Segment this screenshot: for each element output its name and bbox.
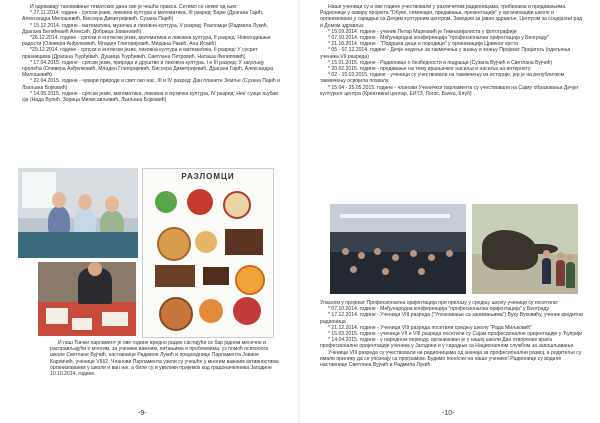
paragraph: Наши ученици су и ове године учествовали у различитим радионицама, трибинама и предавањима. Радионице у оквиру пројекта "Обуке, семинари, предавања, презентације" у организацији школе и организовани у сарадњи са Дечјим културним центром, Заводом за јавно здравље, Центром за социјални рад и Домом здравља: <box>320 4 583 29</box>
paragraph: * 14.05.2015. године - српски језик, математика, ликовна и музичка култура, IV разред: Нек' сунце љубав сја (Нада Вулић, Зорица Милисављевић, Љиљана Бојковић) <box>22 90 278 104</box>
left-page-top-text <box>22 4 284 103</box>
paragraph: * 15.04 - 25.05.2015. године - чланови Ученичког парламента су учествовали на Сајму образовања Дечјег културног центра (Креативни центар, ЕИТЗ, Логос, Бачка, Клуб) <box>320 84 579 97</box>
right-page-bottom-text <box>320 300 584 368</box>
paragraph: * 05 - 07.12.2014. године - Дечје недеље за такмичења у знању и знању Пројекат Пријатељ (одељења ученика VII разреда) <box>320 47 571 60</box>
paragraph: Ученици VIII разреда су учествовали на радионицама од значаја за професионални развој, а родитељи су имали прилику да се упознају са програмом. Будимо поносни на наше ученике! Радионице су водиле наставнице Светлана Вујчић и Радмила Лукић. <box>320 349 582 369</box>
paragraph: * 17.12.2014. године - Ученици VIII разреда ("Упознавање са занимањима") Вуку Вуковићу, ученик кредитни радионица <box>320 312 583 325</box>
paragraph: * 21.10.2014. године - "Подршка деци и породици" у организацији Црвеног крста <box>328 41 518 48</box>
paragraph: * 15.03.2015. године - ученици VII и VIII разреда посетили су Сајам професионалне оријентације у Ћуприји <box>328 331 583 338</box>
paragraph: * 07.10.2014. године - Међународна конференција "професионална оријентација" у Београду <box>328 306 550 313</box>
student-activity-photo <box>38 262 136 336</box>
paragraph: * 15.01.2015. године - Радионице о безбедности и подршци (Сузана Вујчић и Светлана Вујчић) <box>328 59 553 66</box>
dinosaur-exhibit-photo <box>472 204 578 294</box>
left-page <box>0 0 296 423</box>
right-page <box>302 0 600 423</box>
classroom-photo <box>18 168 138 258</box>
right-page-top-text <box>320 4 584 97</box>
paragraph: * 20.02.2015. године - предавање на тему вршњачког насиља и насиља на интернету <box>328 66 531 73</box>
page-number: -9- <box>138 410 147 417</box>
paragraph: * 15.12.2014. године - математика, музичка и ликовна култура, V разред: Разломци (Радмила Лукић, Драгана Белићевић Алексић, Добрица Јовановић) <box>22 22 268 35</box>
paragraph: * 15.09.2014. године - ученик Петар Марковић је Гимназијалиста у фотографији <box>328 28 517 35</box>
left-page-bottom-text <box>50 340 280 377</box>
paragraph: *29.12.2014. године - српски и енглески језик, ликовна култура и математика, II разред: У сусрет празницима (Драгана Ђурђевић, Душица Ђурђевић, Светлана Петровић, Наташа Филиповић) <box>22 47 258 60</box>
paragraph: * 17.04.2015. године - српски језик, природа и друштво и ликовна култура, I и III разред: У загрљају пролећа (Оливера Анђелковић, Младен Глигоријевић, Биссера Димитријевић, Драгана Гајић, Александра Милошевић) <box>22 59 274 79</box>
paragraph: Уласком у пројекат Професионална оријентација при прелазу у средњу школу ученици су посетили: <box>320 300 559 306</box>
paragraph: И одржавају тановавање тематских дана све је чешћа пракса. Сетимо се неких од њих: <box>30 4 238 10</box>
assembly-hall-photo <box>330 204 466 294</box>
fractions-poster <box>142 168 274 338</box>
paragraph: * 27.11.2014. године - српски језик, ликовна култура и математика, III разред: Бајке (Драгана Гајић, Александра Милошевић, Биссера Димитријевић, Сузана Пајић) <box>22 10 264 23</box>
paragraph: * 22.04.2015. године - чувари природе и свет око нас, III и IV разред: Дан планете Земље (Сузана Пајић и Љиљана Бојковић) <box>22 78 280 91</box>
paragraph: * 02 - 15.03.2015. године - ученици су учествовали на такмичењу из историје, јер је на републичком такмичењу освојила похвалу. <box>320 72 565 85</box>
paragraph: И наш Ђачки парламент је ове године вредно радио састајући се бар једном месечно и расправљајући о многим, за ученике важним, питањима и проблемима, уз помоћ психолога школе Светлане Вујчић, наставнице Радмиле Лукић и председнице Парламента Јоване Карличић, ученице VIII/2. Чланови Парламента узели су учешће у многим важним активностима организованим у школи и ван ње, а били су и увелики пријемок код градоначелника Јагодине 10.10.2014. године. <box>50 340 279 378</box>
page-gutter <box>298 0 300 423</box>
paragraph: * 14.04.2015. године - у наредном периоду, организован је у нашој школи Дан отворених врата професионалне оријентације ученика у Јагодини и у сарадњи са Националном службом за запошљавање. <box>320 337 575 350</box>
poster-title: РАЗЛОМЦИ <box>181 172 235 181</box>
page-number: -10- <box>442 410 455 417</box>
paragraph: * 21.12.2014. године - Ученици VIII разреда посетили средњу школу "Рада Миљковић" <box>328 324 533 331</box>
paragraph: * 07.10.2014. године - Међународна конференција "професионална оријентација у Београду" <box>328 35 550 42</box>
paragraph: *26.12.2014. године - српски и енглески језик, математика и ликовна култура, II разред: Новогодишње радости (Оливера Анђелковић, Младен Глигоријевић, Мирјана Ракић, Ана Исаић) <box>22 35 271 48</box>
